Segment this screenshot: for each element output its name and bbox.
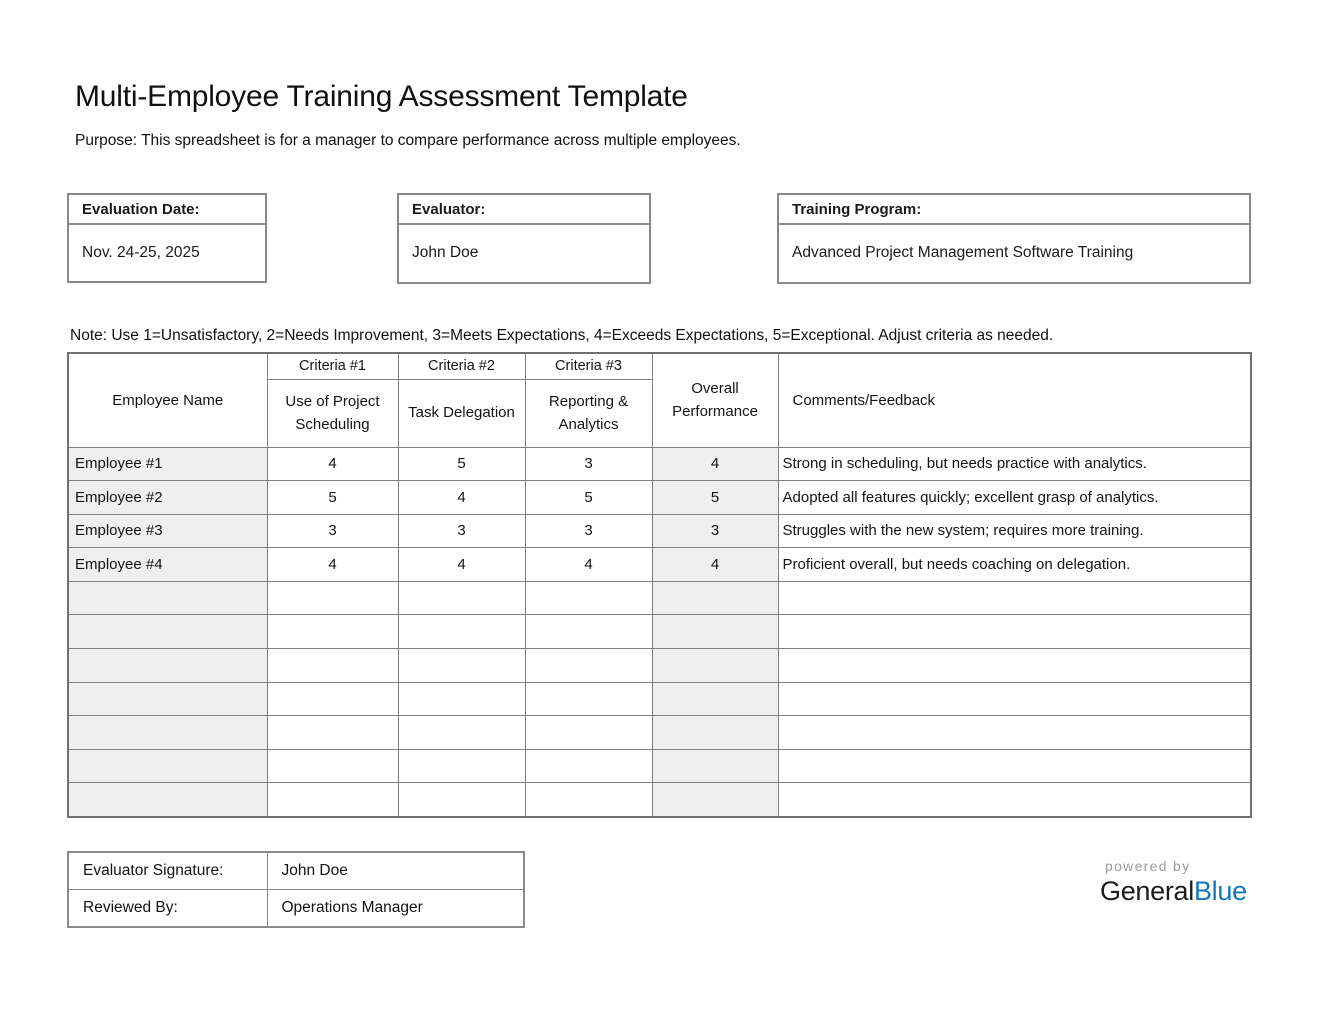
evaluation-date-label: Evaluation Date: bbox=[69, 195, 265, 225]
employee-name-cell bbox=[68, 649, 267, 683]
score-cell: 4 bbox=[398, 481, 525, 515]
score-cell: 4 bbox=[398, 548, 525, 582]
overall-score-cell bbox=[652, 649, 778, 683]
score-cell bbox=[398, 716, 525, 750]
header-criteria-3-name: Reporting & Analytics bbox=[525, 379, 652, 447]
table-row bbox=[68, 514, 1251, 548]
empty-table-row bbox=[68, 716, 1251, 750]
score-cell bbox=[525, 749, 652, 783]
employee-name-cell: Employee #3 bbox=[68, 514, 267, 548]
score-cell: 4 bbox=[525, 548, 652, 582]
comments-cell: Proficient overall, but needs coaching on delegation. bbox=[778, 548, 1251, 582]
score-cell bbox=[398, 682, 525, 716]
score-cell bbox=[398, 649, 525, 683]
overall-score-cell: 4 bbox=[652, 548, 778, 582]
header-comments-feedback: Comments/Feedback bbox=[778, 353, 1251, 447]
employee-name-cell bbox=[68, 716, 267, 750]
evaluation-date-value: Nov. 24-25, 2025 bbox=[82, 244, 200, 261]
score-cell bbox=[398, 783, 525, 817]
overall-score-cell bbox=[652, 716, 778, 750]
score-cell: 3 bbox=[267, 514, 398, 548]
page-title: Multi-Employee Training Assessment Template bbox=[75, 80, 688, 113]
overall-score-cell bbox=[652, 783, 778, 817]
score-cell: 5 bbox=[267, 481, 398, 515]
header-criteria-2-name: Task Delegation bbox=[398, 379, 525, 447]
empty-table-row bbox=[68, 749, 1251, 783]
signature-row bbox=[68, 890, 524, 928]
comments-cell: Struggles with the new system; requires more training. bbox=[778, 514, 1251, 548]
header-criteria-2: Criteria #2 bbox=[398, 353, 525, 379]
assessment-table-body bbox=[68, 447, 1251, 817]
overall-score-cell bbox=[652, 682, 778, 716]
general-blue-logo bbox=[1100, 858, 1260, 907]
score-cell bbox=[525, 716, 652, 750]
evaluator-signature-label: Evaluator Signature: bbox=[68, 852, 267, 890]
score-cell bbox=[267, 749, 398, 783]
evaluator-box bbox=[397, 193, 651, 284]
empty-table-row bbox=[68, 649, 1251, 683]
score-cell bbox=[525, 581, 652, 615]
table-row bbox=[68, 447, 1251, 481]
empty-table-row bbox=[68, 783, 1251, 817]
reviewed-by-label: Reviewed By: bbox=[68, 890, 267, 928]
reviewed-by-value: Operations Manager bbox=[267, 890, 524, 928]
score-cell: 3 bbox=[525, 514, 652, 548]
employee-name-cell: Employee #2 bbox=[68, 481, 267, 515]
score-cell: 5 bbox=[398, 447, 525, 481]
comments-cell bbox=[778, 615, 1251, 649]
signature-row bbox=[68, 852, 524, 890]
comments-cell: Adopted all features quickly; excellent grasp of analytics. bbox=[778, 481, 1251, 515]
header-criteria-3: Criteria #3 bbox=[525, 353, 652, 379]
score-cell bbox=[267, 716, 398, 750]
comments-cell bbox=[778, 783, 1251, 817]
score-cell bbox=[267, 783, 398, 817]
overall-score-cell bbox=[652, 615, 778, 649]
powered-by-text: powered by bbox=[1105, 858, 1191, 874]
header-employee-name: Employee Name bbox=[68, 353, 267, 447]
score-cell: 4 bbox=[267, 447, 398, 481]
score-cell: 4 bbox=[267, 548, 398, 582]
header-criteria-1: Criteria #1 bbox=[267, 353, 398, 379]
training-program-box bbox=[777, 193, 1251, 284]
score-cell bbox=[525, 783, 652, 817]
comments-cell bbox=[778, 581, 1251, 615]
score-cell bbox=[398, 581, 525, 615]
overall-score-cell bbox=[652, 749, 778, 783]
table-row bbox=[68, 548, 1251, 582]
purpose-text: Purpose: This spreadsheet is for a manager to compare performance across multiple employees. bbox=[75, 132, 741, 149]
score-cell bbox=[525, 615, 652, 649]
comments-cell bbox=[778, 749, 1251, 783]
rating-scale-note: Note: Use 1=Unsatisfactory, 2=Needs Improvement, 3=Meets Expectations, 4=Exceeds Expectations, 5=Exceptional. Adjust criteria as needed. bbox=[70, 327, 1054, 344]
header-criteria-1-name: Use of Project Scheduling bbox=[267, 379, 398, 447]
evaluator-value: John Doe bbox=[412, 244, 479, 261]
assessment-table bbox=[67, 352, 1252, 818]
overall-score-cell: 3 bbox=[652, 514, 778, 548]
score-cell: 3 bbox=[525, 447, 652, 481]
employee-name-cell bbox=[68, 615, 267, 649]
score-cell bbox=[525, 649, 652, 683]
comments-cell bbox=[778, 716, 1251, 750]
score-cell: 5 bbox=[525, 481, 652, 515]
score-cell bbox=[267, 581, 398, 615]
overall-score-cell: 5 bbox=[652, 481, 778, 515]
score-cell bbox=[525, 682, 652, 716]
brand-blue-text: Blue bbox=[1193, 876, 1247, 906]
employee-name-cell bbox=[68, 581, 267, 615]
evaluator-label: Evaluator: bbox=[399, 195, 649, 225]
overall-score-cell bbox=[652, 581, 778, 615]
training-program-value: Advanced Project Management Software Training bbox=[792, 244, 1134, 261]
empty-table-row bbox=[68, 581, 1251, 615]
empty-table-row bbox=[68, 615, 1251, 649]
header-row-criteria bbox=[68, 353, 1251, 379]
brand-general-text: General bbox=[1100, 876, 1194, 906]
employee-name-cell: Employee #1 bbox=[68, 447, 267, 481]
score-cell bbox=[267, 649, 398, 683]
signature-table bbox=[67, 851, 525, 928]
comments-cell bbox=[778, 649, 1251, 683]
employee-name-cell bbox=[68, 749, 267, 783]
score-cell bbox=[267, 682, 398, 716]
comments-cell: Strong in scheduling, but needs practice with analytics. bbox=[778, 447, 1251, 481]
score-cell bbox=[267, 615, 398, 649]
training-program-label: Training Program: bbox=[779, 195, 1249, 225]
score-cell bbox=[398, 749, 525, 783]
empty-table-row bbox=[68, 682, 1251, 716]
score-cell bbox=[398, 615, 525, 649]
employee-name-cell bbox=[68, 783, 267, 817]
header-overall-performance: Overall Performance bbox=[652, 353, 778, 447]
employee-name-cell: Employee #4 bbox=[68, 548, 267, 582]
table-row bbox=[68, 481, 1251, 515]
comments-cell bbox=[778, 682, 1251, 716]
employee-name-cell bbox=[68, 682, 267, 716]
evaluation-date-box bbox=[67, 193, 267, 283]
score-cell: 3 bbox=[398, 514, 525, 548]
brand-name bbox=[1100, 876, 1260, 907]
evaluator-signature-value: John Doe bbox=[267, 852, 524, 890]
overall-score-cell: 4 bbox=[652, 447, 778, 481]
